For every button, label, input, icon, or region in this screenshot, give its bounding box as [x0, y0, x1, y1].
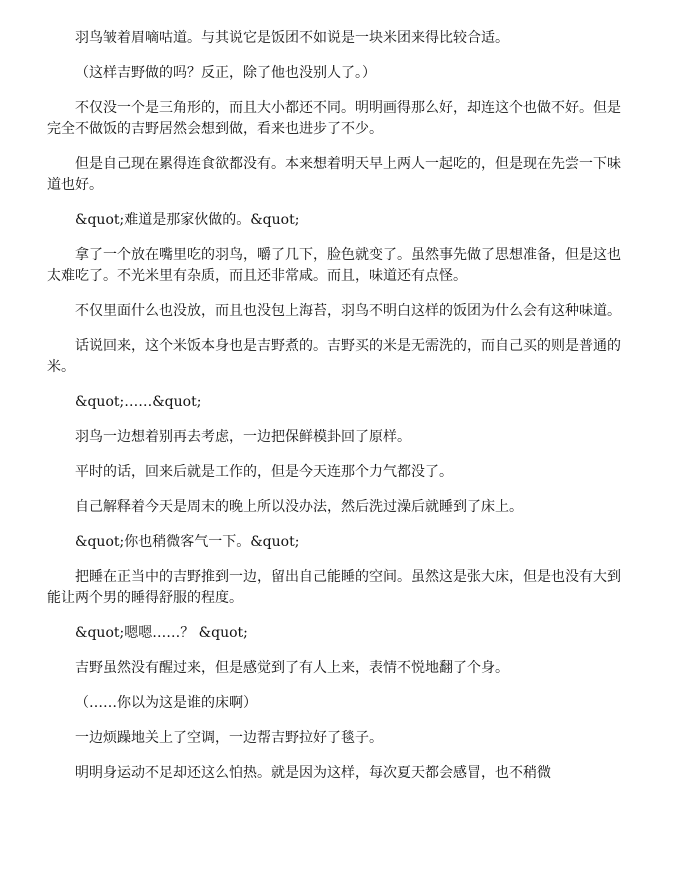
paragraph-17: （……你以为这是谁的床啊） [75, 695, 257, 711]
paragraph-16: 吉野虽然没有醒过来，但是感觉到了有人上来，表情不悦地翻了个身。 [75, 660, 509, 676]
paragraph-14: 把睡在正当中的吉野推到一边，留出自己能睡的空间。虽然这是张大床，但是也没有大到能让两个男的睡得舒服的程度。 [47, 569, 621, 606]
paragraph-18: 一边烦躁地关上了空调，一边帮吉野拉好了毯子。 [75, 730, 383, 746]
paragraph-15: &quot;嗯嗯……？ &quot; [75, 625, 248, 641]
paragraph-1: 羽鸟皱着眉嘀咕道。与其说它是饭团不如说是一块米团来得比较合适。 [75, 30, 509, 46]
paragraph-10: 羽鸟一边想着别再去考虑，一边把保鲜模卦回了原样。 [75, 429, 411, 445]
paragraph-8: 话说回来，这个米饭本身也是吉野煮的。吉野买的米是无需洗的，而自己买的则是普通的米。 [47, 338, 621, 375]
paragraph-5: &quot;难道是那家伙做的。&quot; [75, 212, 300, 228]
paragraph-2: （这样吉野做的吗？反正，除了他也没别人了。） [75, 65, 376, 81]
document-body [47, 28, 633, 798]
paragraph-7: 不仅里面什么也没放，而且也没包上海苔，羽鸟不明白这样的饭团为什么会有这种味道。 [75, 303, 621, 319]
paragraph-19: 明明身运动不足却还这么怕热。就是因为这样，每次夏天都会感冒，也不稍微 [75, 765, 551, 781]
paragraph-11: 平时的话，回来后就是工作的，但是今天连那个力气都没了。 [75, 464, 453, 480]
paragraph-6: 拿了一个放在嘴里吃的羽鸟，嚼了几下，脸色就变了。虽然事先做了思想准备，但是这也太难吃了。不光米里有杂质，而且还非常咸。而且，味道还有点怪。 [47, 247, 621, 284]
paragraph-13: &quot;你也稍微客气一下。&quot; [75, 534, 300, 550]
paragraph-12: 自己解释着今天是周末的晚上所以没办法，然后洗过澡后就睡到了床上。 [75, 499, 523, 515]
paragraph-9: &quot;……&quot; [75, 394, 202, 410]
paragraph-4: 但是自己现在累得连食欲都没有。本来想着明天早上两人一起吃的，但是现在先尝一下味道也好。 [47, 156, 621, 193]
paragraph-3: 不仅没一个是三角形的，而且大小都还不同。明明画得那么好，却连这个也做不好。但是完全不做饭的吉野居然会想到做，看来也进步了不少。 [47, 100, 621, 137]
